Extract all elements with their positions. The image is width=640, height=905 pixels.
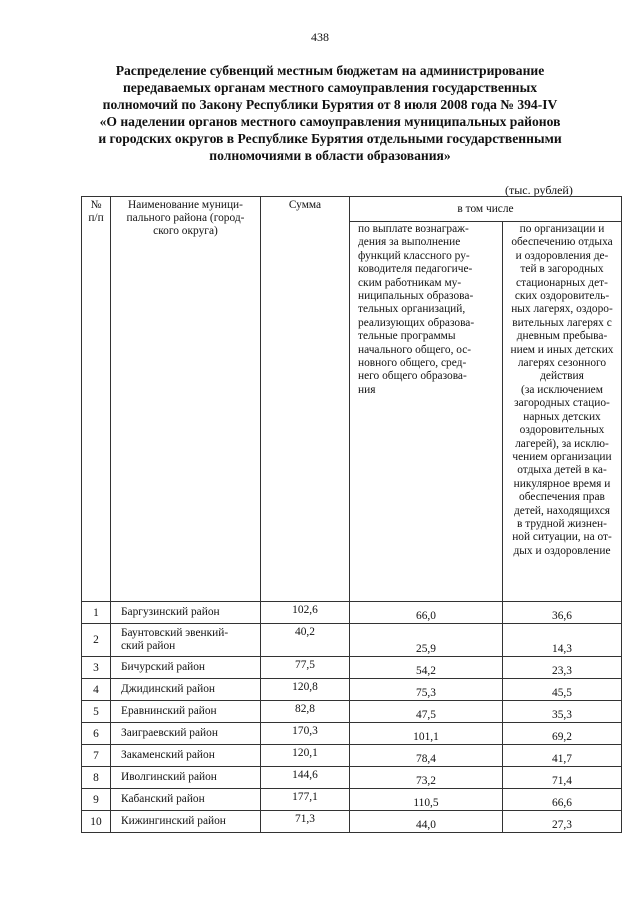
teacher-payment-value: 75,3 xyxy=(350,679,503,701)
header-col-b-line: дневным пребыва- xyxy=(516,330,608,343)
header-col-b-line: отдыха детей в ка- xyxy=(517,464,607,477)
title-line: полномочий по Закону Республики Бурятия от 8 июля 2008 года № 394-IV xyxy=(102,97,558,112)
district-name: Заиграевский район xyxy=(111,723,261,745)
header-col-a-line: ководителя педагогиче- xyxy=(358,263,473,276)
teacher-payment-value: 73,2 xyxy=(350,767,503,789)
header-col-a xyxy=(350,222,503,602)
header-col-b xyxy=(503,222,622,602)
child-recreation-value: 41,7 xyxy=(503,745,622,767)
header-col-a-line: новного общего, сред- xyxy=(358,357,467,370)
teacher-payment-value: 110,5 xyxy=(350,789,503,811)
row-number: 5 xyxy=(82,701,111,723)
header-col-b-line: вительных лагерях с xyxy=(512,316,612,329)
table-row xyxy=(82,657,622,679)
sum-value: 82,8 xyxy=(261,701,350,723)
row-number: 8 xyxy=(82,767,111,789)
header-col-b-line: ных лагерях, оздоро- xyxy=(511,303,613,316)
child-recreation-value: 71,4 xyxy=(503,767,622,789)
title-line: передаваемых органам местного самоуправления государственных xyxy=(122,80,538,95)
row-number: 4 xyxy=(82,679,111,701)
row-number: 3 xyxy=(82,657,111,679)
row-number: 10 xyxy=(82,811,111,833)
header-col-b-line: обеспечению отдыха xyxy=(511,236,613,249)
teacher-payment-value: 47,5 xyxy=(350,701,503,723)
sum-value: 170,3 xyxy=(261,723,350,745)
district-name: Закаменский район xyxy=(111,745,261,767)
teacher-payment-value: 101,1 xyxy=(350,723,503,745)
header-col-a-line: дения за выполнение xyxy=(358,236,461,249)
sum-value: 120,1 xyxy=(261,745,350,767)
header-col-b-line: нием и иных детских xyxy=(510,343,614,356)
subvention-table xyxy=(81,196,622,833)
district-name: Бичурский район xyxy=(111,657,261,679)
sum-value: 77,5 xyxy=(261,657,350,679)
page-number: 438 xyxy=(311,30,329,44)
teacher-payment-value: 54,2 xyxy=(350,657,503,679)
table-row xyxy=(82,679,622,701)
district-name: Еравнинский район xyxy=(111,701,261,723)
district-name: Кабанский район xyxy=(111,789,261,811)
header-col-b-line: дых и оздоровление xyxy=(513,544,611,557)
header-col-b-line: ной ситуации, на от- xyxy=(512,531,612,544)
sum-value: 102,6 xyxy=(261,602,350,624)
row-number: 7 xyxy=(82,745,111,767)
header-col-b-line: стационарных дет- xyxy=(516,276,608,289)
title-line: «О наделении органов местного самоуправления муниципальных районов xyxy=(99,114,561,129)
table-row xyxy=(82,624,622,657)
row-number: 6 xyxy=(82,723,111,745)
header-col-b-line: детей, находящихся xyxy=(513,504,611,517)
title-line: полномочиями в области образования» xyxy=(209,148,451,163)
district-name: Кижингинский район xyxy=(111,811,261,833)
child-recreation-value: 35,3 xyxy=(503,701,622,723)
sum-value: 71,3 xyxy=(261,811,350,833)
header-col-b-line: ских оздоровитель- xyxy=(514,290,610,303)
header-col-b-line: (за исключением xyxy=(521,383,603,396)
child-recreation-value: 36,6 xyxy=(503,602,622,624)
district-name: Баргузинский район xyxy=(111,602,261,624)
title-line: и городских округов в Республике Бурятия отдельными государственными xyxy=(98,131,562,146)
row-number: 9 xyxy=(82,789,111,811)
sum-value: 144,6 xyxy=(261,767,350,789)
header-col-b-line: по организации и xyxy=(519,223,605,235)
document-title xyxy=(60,62,600,164)
header-col-a-line: начального общего, ос- xyxy=(358,343,472,356)
teacher-payment-value: 44,0 xyxy=(350,811,503,833)
header-col-b-line: никулярное время и xyxy=(513,477,611,490)
table-row xyxy=(82,723,622,745)
child-recreation-value: 14,3 xyxy=(503,624,622,657)
teacher-payment-value: 25,9 xyxy=(350,624,503,657)
teacher-payment-value: 78,4 xyxy=(350,745,503,767)
table-row xyxy=(82,602,622,624)
district-name: Баунтовский эвенкий- ский район xyxy=(111,624,261,657)
header-col-b-line: тей в загородных xyxy=(520,263,604,276)
child-recreation-value: 23,3 xyxy=(503,657,622,679)
teacher-payment-value: 66,0 xyxy=(350,602,503,624)
header-col-b-line: загородных стацио- xyxy=(514,397,610,410)
header-col-b-line: и оздоровления де- xyxy=(515,249,609,262)
header-col-b-line: лагерях сезонного xyxy=(517,357,607,370)
header-col-a-line: ния xyxy=(358,383,376,396)
header-col-a-line: тельных организаций, xyxy=(358,303,466,316)
sum-value: 177,1 xyxy=(261,789,350,811)
header-col-a-line: тельные программы xyxy=(358,330,456,343)
child-recreation-value: 45,5 xyxy=(503,679,622,701)
sum-value: 120,8 xyxy=(261,679,350,701)
units-label: (тыс. рублей) xyxy=(505,183,573,197)
header-col-b-line: обеспечения прав xyxy=(519,491,605,504)
header-col-a-line: по выплате вознаграж- xyxy=(358,223,469,235)
child-recreation-value: 27,3 xyxy=(503,811,622,833)
child-recreation-value: 66,6 xyxy=(503,789,622,811)
title-line: Распределение субвенций местным бюджетам на администрирование xyxy=(115,63,545,78)
table-row xyxy=(82,811,622,833)
header-col-b-line: в трудной жизнен- xyxy=(517,517,607,530)
district-name: Иволгинский район xyxy=(111,767,261,789)
header-name: Наименование муници- пального района (город- ского округа) xyxy=(111,197,261,602)
header-sum: Сумма xyxy=(261,197,350,602)
header-col-b-line: лагерей), за исклю- xyxy=(515,437,609,450)
table-row xyxy=(82,745,622,767)
child-recreation-value: 69,2 xyxy=(503,723,622,745)
header-col-b-line: нарных детских xyxy=(523,410,601,423)
header-col-a-line: ниципальных образова- xyxy=(358,290,474,303)
table-row xyxy=(82,701,622,723)
sum-value: 40,2 xyxy=(261,624,350,657)
header-col-b-line: чением организации xyxy=(512,450,612,463)
header-including: в том числе xyxy=(350,197,622,222)
row-number: 1 xyxy=(82,602,111,624)
header-col-b-line: действия xyxy=(540,370,584,383)
district-name: Джидинский район xyxy=(111,679,261,701)
table-row xyxy=(82,767,622,789)
header-col-a-line: функций классного ру- xyxy=(358,249,470,262)
header-col-a-line: него общего образова- xyxy=(358,370,467,383)
row-number: 2 xyxy=(82,624,111,657)
header-col-a-line: реализующих образова- xyxy=(358,316,475,329)
header-col-b-line: оздоровительных xyxy=(519,424,605,437)
table-row xyxy=(82,789,622,811)
header-col-a-line: ским работникам му- xyxy=(358,276,462,289)
header-num: № п/п xyxy=(82,197,111,602)
